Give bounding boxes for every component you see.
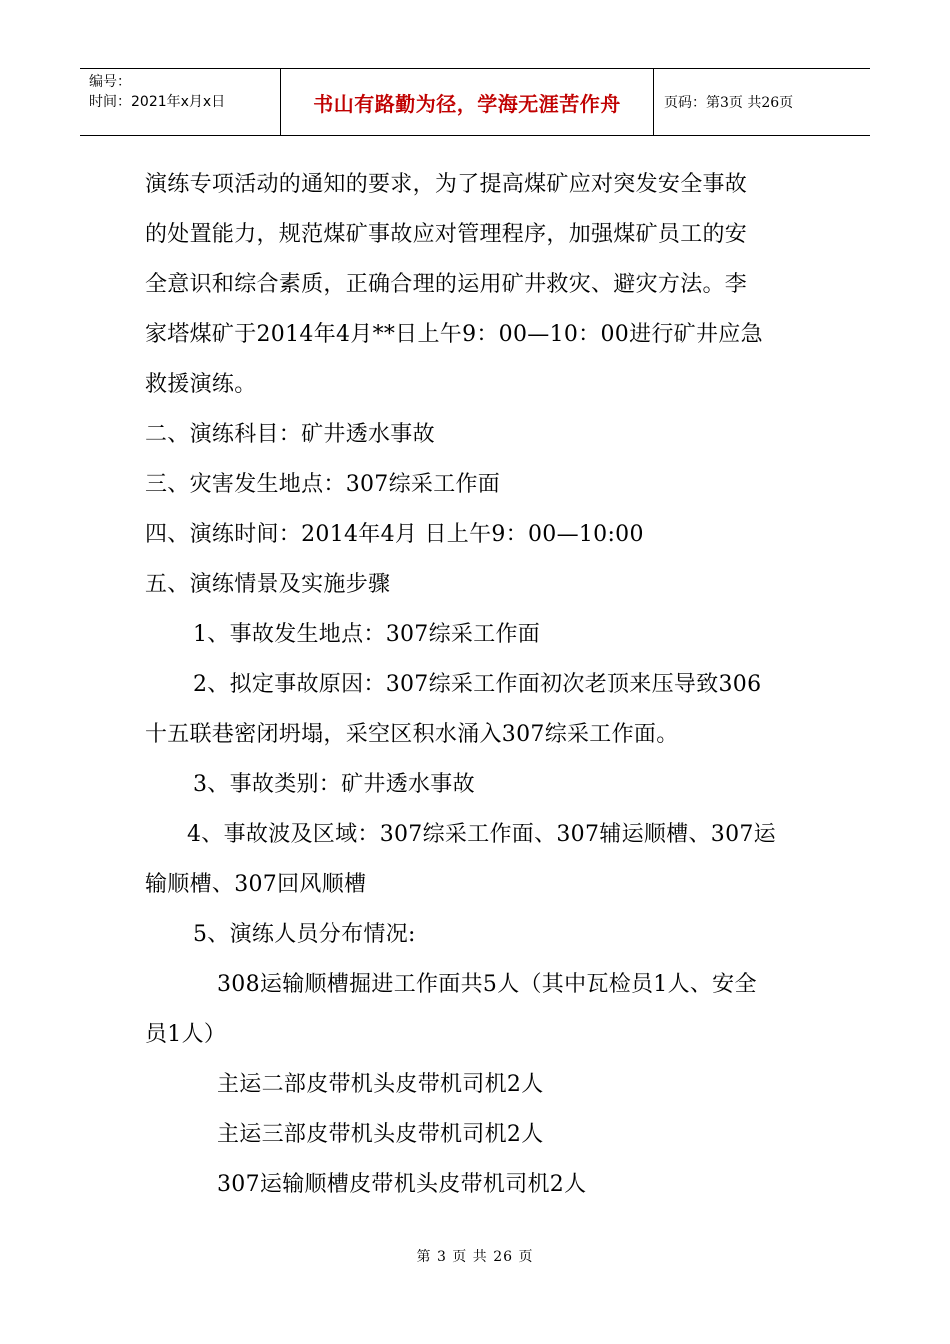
list-item-personnel-distribution: 5、演练人员分布情况: <box>193 922 416 947</box>
body-line: 十五联巷密闭坍塌，采空区积水涌入307综采工作面。 <box>145 722 679 747</box>
body-line: 员1人） <box>145 1022 227 1047</box>
personnel-line: 主运二部皮带机头皮带机司机2人 <box>217 1072 544 1097</box>
personnel-line: 主运三部皮带机头皮带机司机2人 <box>217 1122 544 1147</box>
header-motto: 书山有路勤为径，学海无涯苦作舟 <box>281 69 654 135</box>
body-line: 的处置能力，规范煤矿事故应对管理程序，加强煤矿员工的安 <box>145 222 748 247</box>
section-heading-drill-time: 四、演练时间：2014年4月 日上午9：00—10:00 <box>145 522 644 547</box>
body-line: 演练专项活动的通知的要求，为了提高煤矿应对突发安全事故 <box>145 172 748 197</box>
header-page-info: 页码：第3页 共26页 <box>664 95 794 111</box>
list-item-accident-type: 3、事故类别：矿井透水事故 <box>193 772 475 797</box>
body-line: 家塔煤矿于2014年4月**日上午9：00—10：00进行矿井应急 <box>145 322 763 347</box>
document-date-label: 时间：2021年x月x日 <box>89 94 226 110</box>
header-meta <box>80 69 281 135</box>
page-footer: 第 3 页 共 26 页 <box>416 1249 534 1265</box>
document-body <box>145 160 810 1210</box>
section-heading-drill-scenario: 五、演练情景及实施步骤 <box>145 572 391 597</box>
body-line: 救援演练。 <box>145 372 257 397</box>
section-heading-disaster-location: 三、灾害发生地点：307综采工作面 <box>145 472 501 497</box>
personnel-line: 307运输顺槽皮带机头皮带机司机2人 <box>217 1172 587 1197</box>
list-item-accident-location: 1、事故发生地点：307综采工作面 <box>193 622 541 647</box>
list-item-affected-area: 4、事故波及区域：307综采工作面、307辅运顺槽、307运 <box>187 822 776 847</box>
body-line: 输顺槽、307回风顺槽 <box>145 872 367 897</box>
personnel-line: 308运输顺槽掘进工作面共5人（其中瓦检员1人、安全 <box>217 972 757 997</box>
header-table <box>80 68 870 136</box>
body-line: 全意识和综合素质，正确合理的运用矿井救灾、避灾方法。李 <box>145 272 748 297</box>
list-item-accident-cause: 2、拟定事故原因：307综采工作面初次老顶来压导致306 <box>193 672 762 697</box>
section-heading-drill-subject: 二、演练科目：矿井透水事故 <box>145 422 435 447</box>
document-number-label: 编号： <box>89 74 131 90</box>
